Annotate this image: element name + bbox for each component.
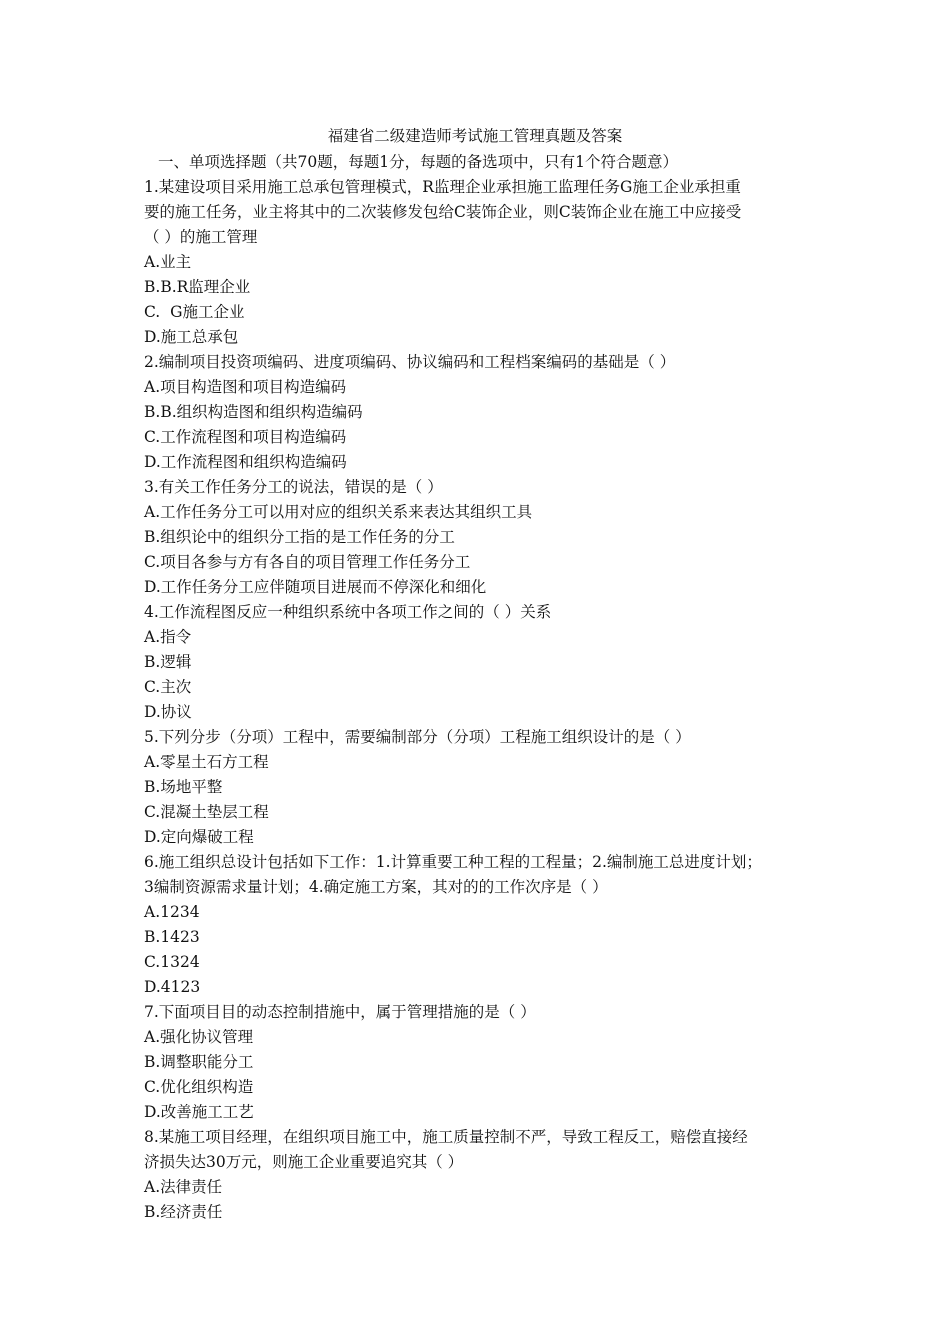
question-stem-line: （ ）的施工管理 xyxy=(144,228,258,246)
option-b: B.B.R监理企业 xyxy=(144,278,251,296)
option-b: B.1423 xyxy=(144,928,200,946)
document-body xyxy=(144,150,824,1225)
option-b: B.逻辑 xyxy=(144,653,192,671)
question-stem-line: 要的施工任务，业主将其中的二次装修发包给C装饰企业，则C装饰企业在施工中应接受 xyxy=(144,203,742,221)
question-4 xyxy=(144,600,824,725)
option-c: C.主次 xyxy=(144,678,192,696)
question-stem-line: 3.有关工作任务分工的说法，错误的是（ ） xyxy=(144,478,443,496)
option-a: A.业主 xyxy=(144,253,192,271)
question-6 xyxy=(144,850,824,1000)
question-stem-line: 3编制资源需求量计划；4.确定施工方案，其对的的工作次序是（ ） xyxy=(144,878,608,896)
option-d: D.定向爆破工程 xyxy=(144,828,254,846)
question-stem-line: 2.编制项目投资项编码、进度项编码、协议编码和工程档案编码的基础是（ ） xyxy=(144,353,676,371)
option-d: D.工作流程图和组织构造编码 xyxy=(144,453,347,471)
option-d: D.施工总承包 xyxy=(144,328,239,346)
option-d: D.4123 xyxy=(144,978,201,996)
option-c: C.1324 xyxy=(144,953,200,971)
document-title: 福建省二级建造师考试施工管理真题及答案 xyxy=(327,127,623,145)
question-5 xyxy=(144,725,824,850)
section-heading: 一、单项选择题（共70题，每题1分，每题的备选项中，只有1个符合题意） xyxy=(158,153,678,171)
option-d: D.协议 xyxy=(144,703,192,721)
option-b: B.场地平整 xyxy=(144,778,223,796)
option-a: A.工作任务分工可以用对应的组织关系来表达其组织工具 xyxy=(144,503,533,521)
question-7 xyxy=(144,1000,824,1125)
question-stem-line: 7.下面项目目的动态控制措施中，属于管理措施的是（ ） xyxy=(144,1003,536,1021)
option-c: C.项目各参与方有各自的项目管理工作任务分工 xyxy=(144,553,471,571)
question-2 xyxy=(144,350,824,475)
question-stem-line: 1.某建设项目采用施工总承包管理模式，R监理企业承担施工监理任务G施工企业承担重 xyxy=(144,178,741,196)
option-d: D.改善施工工艺 xyxy=(144,1103,254,1121)
option-c: C. G施工企业 xyxy=(144,303,245,321)
option-a: A.指令 xyxy=(144,628,192,646)
option-a: A.项目构造图和项目构造编码 xyxy=(144,378,347,396)
option-a: A.强化协议管理 xyxy=(144,1028,254,1046)
question-stem-line: 4.工作流程图反应一种组织系统中各项工作之间的（ ）关系 xyxy=(144,603,552,621)
question-1 xyxy=(144,175,824,350)
option-b: B.经济责任 xyxy=(144,1203,223,1221)
option-b: B.调整职能分工 xyxy=(144,1053,254,1071)
option-a: A.1234 xyxy=(144,903,200,921)
question-8 xyxy=(144,1125,824,1225)
question-stem-line: 5.下列分步（分项）工程中，需要编制部分（分项）工程施工组织设计的是（ ） xyxy=(144,728,691,746)
option-b: B.组织论中的组织分工指的是工作任务的分工 xyxy=(144,528,455,546)
option-b: B.B.组织构造图和组织构造编码 xyxy=(144,403,363,421)
option-a: A.法律责任 xyxy=(144,1178,223,1196)
option-c: C.优化组织构造 xyxy=(144,1078,254,1096)
question-stem-line: 6.施工组织总设计包括如下工作：1.计算重要工种工程的工程量；2.编制施工总进度计划； xyxy=(144,853,762,871)
question-3 xyxy=(144,475,824,600)
question-stem-line: 8.某施工项目经理，在组织项目施工中，施工质量控制不严，导致工程反工，赔偿直接经 xyxy=(144,1128,748,1146)
option-a: A.零星土石方工程 xyxy=(144,753,269,771)
option-d: D.工作任务分工应伴随项目进展而不停深化和细化 xyxy=(144,578,487,596)
question-stem-line: 济损失达30万元，则施工企业重要追究其（ ） xyxy=(144,1153,464,1171)
option-c: C.混凝土垫层工程 xyxy=(144,803,269,821)
option-c: C.工作流程图和项目构造编码 xyxy=(144,428,347,446)
